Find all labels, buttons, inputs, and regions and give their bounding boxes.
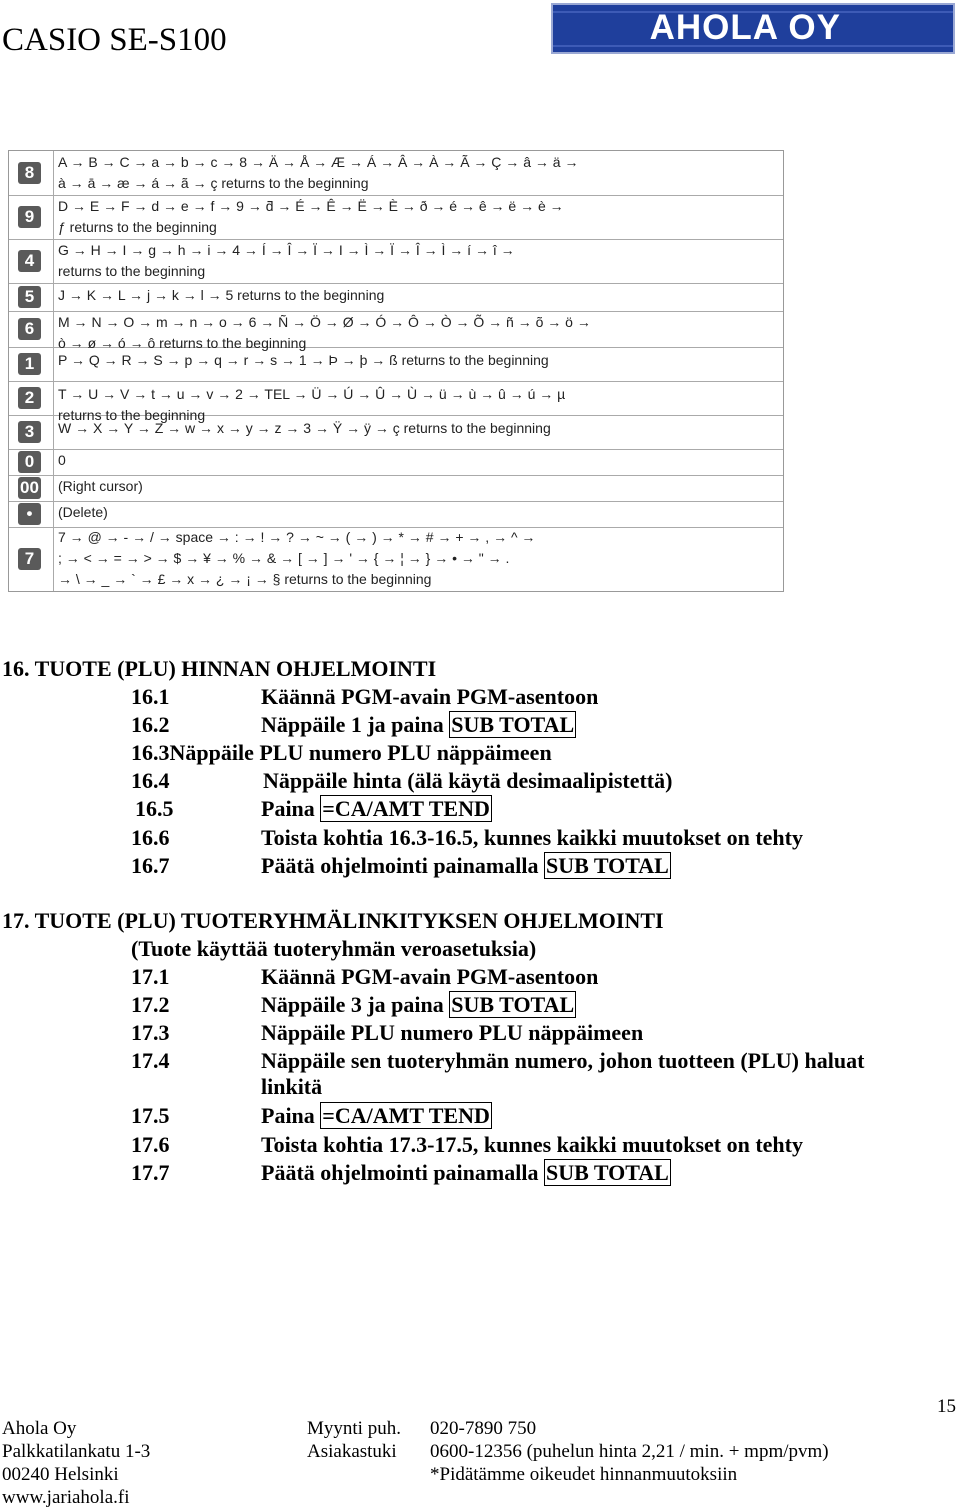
section-16-heading: 16. TUOTE (PLU) HINNAN OHJELMOINTI [2, 656, 437, 681]
key-table-row [9, 239, 783, 284]
key-sequence-line: 7 → @ → - → / → space → : → ! → ? → ~ → ( → ) → * → # → + → , → ^ → [58, 529, 536, 545]
key-table-row [9, 415, 783, 450]
key-sequence-line: T → U → V → t → u → v → 2 → TEL → Ü → Ú → Û → Ù → ü → ù → û → ú → µ [58, 386, 566, 402]
step-number: 16.6 [131, 825, 170, 850]
key-sequence-line: ò → ø → ó → ô returns to the beginning [58, 335, 307, 351]
step-text-continued: linkitä [261, 1074, 323, 1099]
step-number: 17.5 [131, 1103, 170, 1128]
step-text: Toista kohtia 17.3-17.5, kunnes kaikki muutokset on tehty [261, 1132, 803, 1157]
key-sequence-line: à → ā → æ → á → ã → ç returns to the beginning [58, 175, 369, 191]
key-cell [9, 311, 54, 347]
key-cell [9, 347, 54, 381]
key-cell [9, 475, 54, 501]
key-label-box: SUB TOTAL [451, 992, 575, 1017]
key-cell [9, 501, 54, 527]
key-sequence-line: → \ → _ → ` → £ → x → ¿ → ¡ → § returns to the beginning [58, 571, 432, 587]
company-logo [551, 3, 955, 54]
key-sequence-line: W → X → Y → Z → w → x → y → z → 3 → Ÿ → ÿ → ç returns to the beginning [58, 420, 551, 436]
keycap: 5 [18, 286, 41, 308]
keycap: • [18, 503, 41, 525]
footer-sales-label: Myynti puh. [307, 1418, 401, 1439]
page-number: 15 [937, 1396, 956, 1417]
footer-company: Ahola Oy [2, 1418, 77, 1439]
step-number: 16.1 [131, 684, 170, 709]
key-sequence-line: D → E → F → d → e → f → 9 → ƌ → É → Ê → Ë → È → ð → é → ê → ë → è → [58, 198, 564, 214]
keycap: 3 [18, 421, 41, 443]
key-label-box: SUB TOTAL [545, 1160, 669, 1185]
footer-sales-phone: 020-7890 750 [430, 1418, 537, 1439]
step-number: 17.4 [131, 1048, 170, 1073]
step-text: 16.3Näppäile PLU numero PLU näppäimeen [131, 740, 552, 765]
footer-support-label: Asiakastuki [307, 1441, 397, 1462]
keycap: 9 [18, 206, 41, 228]
key-sequence-line: returns to the beginning [58, 407, 206, 423]
key-table-row [9, 151, 783, 196]
step-text: Paina =CA/AMT TEND [261, 796, 490, 821]
step-text: Näppäile PLU numero PLU näppäimeen [261, 1020, 644, 1045]
key-cell [9, 449, 54, 475]
key-table-row [9, 381, 783, 423]
key-table-row [9, 195, 783, 240]
step-number: 17.6 [131, 1132, 170, 1157]
footer-street: Palkkatilankatu 1-3 [2, 1441, 151, 1462]
key-table-row [9, 283, 783, 312]
document-title: CASIO SE-S100 [2, 22, 227, 58]
key-sequence-line: ƒ returns to the beginning [58, 219, 217, 235]
section-17-subheading: (Tuote käyttää tuoteryhmän veroasetuksia) [131, 936, 537, 961]
keycap: 6 [18, 318, 41, 340]
key-table-row [9, 475, 783, 502]
key-cell [9, 415, 54, 449]
key-label-box: =CA/AMT TEND [322, 796, 490, 821]
key-sequence-line: ; → < → = → > → $ → ¥ → % → & → [ → ] → ' → { → ¦ → } → • → " → . [58, 550, 510, 566]
key-label-box: SUB TOTAL [545, 853, 669, 878]
section-17-heading: 17. TUOTE (PLU) TUOTERYHMÄLINKITYKSEN OHJELMOINTI [2, 908, 664, 933]
footer-website: www.jariahola.fi [2, 1487, 130, 1508]
keycap: 7 [18, 548, 41, 570]
keycap: 8 [18, 162, 41, 184]
key-sequence-line: (Delete) [58, 504, 108, 520]
key-table-row [9, 527, 783, 591]
step-number: 17.3 [131, 1020, 170, 1045]
key-table-row [9, 449, 783, 476]
step-number: 16.7 [131, 853, 170, 878]
step-text: Käännä PGM-avain PGM-asentoon [261, 964, 599, 989]
step-text: Toista kohtia 16.3-16.5, kunnes kaikki muutokset on tehty [261, 825, 803, 850]
step-text: Näppäile hinta (älä käytä desimaalipistettä) [263, 768, 673, 793]
step-text: Näppäile sen tuoteryhmän numero, johon tuotteen (PLU) haluat [261, 1048, 865, 1073]
step-text: Näppäile 1 ja paina SUB TOTAL [261, 712, 575, 737]
key-label-box: =CA/AMT TEND [322, 1103, 490, 1128]
key-table-row [9, 501, 783, 528]
step-number: 16.4 [131, 768, 170, 793]
step-number: 17.2 [131, 992, 170, 1017]
key-table-row [9, 311, 783, 351]
key-sequence-line: M → N → O → m → n → o → 6 → Ñ → Ö → Ø → Ó → Ô → Ò → Õ → ñ → õ → ö → [58, 314, 591, 330]
key-character-table [8, 150, 784, 592]
key-cell [9, 283, 54, 311]
step-text: Näppäile 3 ja paina SUB TOTAL [261, 992, 575, 1017]
footer-support-phone: 0600-12356 (puhelun hinta 2,21 / min. + mpm/pvm) [430, 1441, 829, 1462]
key-cell [9, 195, 54, 239]
key-sequence-line: J → K → L → j → k → l → 5 returns to the beginning [58, 287, 385, 303]
step-text: Paina =CA/AMT TEND [261, 1103, 490, 1128]
logo-text: AHOLA OY [649, 8, 841, 47]
keycap: 4 [18, 250, 41, 272]
key-sequence-line: P → Q → R → S → p → q → r → s → 1 → Þ → þ → ß returns to the beginning [58, 352, 549, 368]
key-sequence-line: (Right cursor) [58, 478, 143, 494]
key-sequence-line: G → H → I → g → h → i → 4 → Í → Î → Ï → I → Ì → Ï → Î → Ì → í → î → [58, 242, 515, 258]
key-cell [9, 381, 54, 415]
key-cell [9, 239, 54, 283]
step-number: 16.5 [135, 796, 174, 821]
keycap: 0 [18, 451, 41, 473]
step-number: 17.1 [131, 964, 170, 989]
footer-city: 00240 Helsinki [2, 1464, 119, 1485]
step-number: 17.7 [131, 1160, 170, 1185]
step-text: Päätä ohjelmointi painamalla SUB TOTAL [261, 853, 669, 878]
key-cell [9, 527, 54, 591]
key-label-box: SUB TOTAL [451, 712, 575, 737]
keycap: 2 [18, 387, 41, 409]
footer-price-note: *Pidätämme oikeudet hinnanmuutoksiin [430, 1464, 738, 1485]
keycap: 1 [18, 353, 41, 375]
step-text: Päätä ohjelmointi painamalla SUB TOTAL [261, 1160, 669, 1185]
key-table-row [9, 347, 783, 382]
keycap: 00 [18, 477, 41, 499]
key-sequence-line: 0 [58, 452, 66, 468]
key-sequence-line: A → B → C → a → b → c → 8 → Ä → Å → Æ → Á → Â → À → Ã → Ç → â → ä → [58, 154, 579, 170]
step-number: 16.2 [131, 712, 170, 737]
step-text: Käännä PGM-avain PGM-asentoon [261, 684, 599, 709]
key-cell [9, 151, 54, 195]
key-sequence-line: returns to the beginning [58, 263, 206, 279]
